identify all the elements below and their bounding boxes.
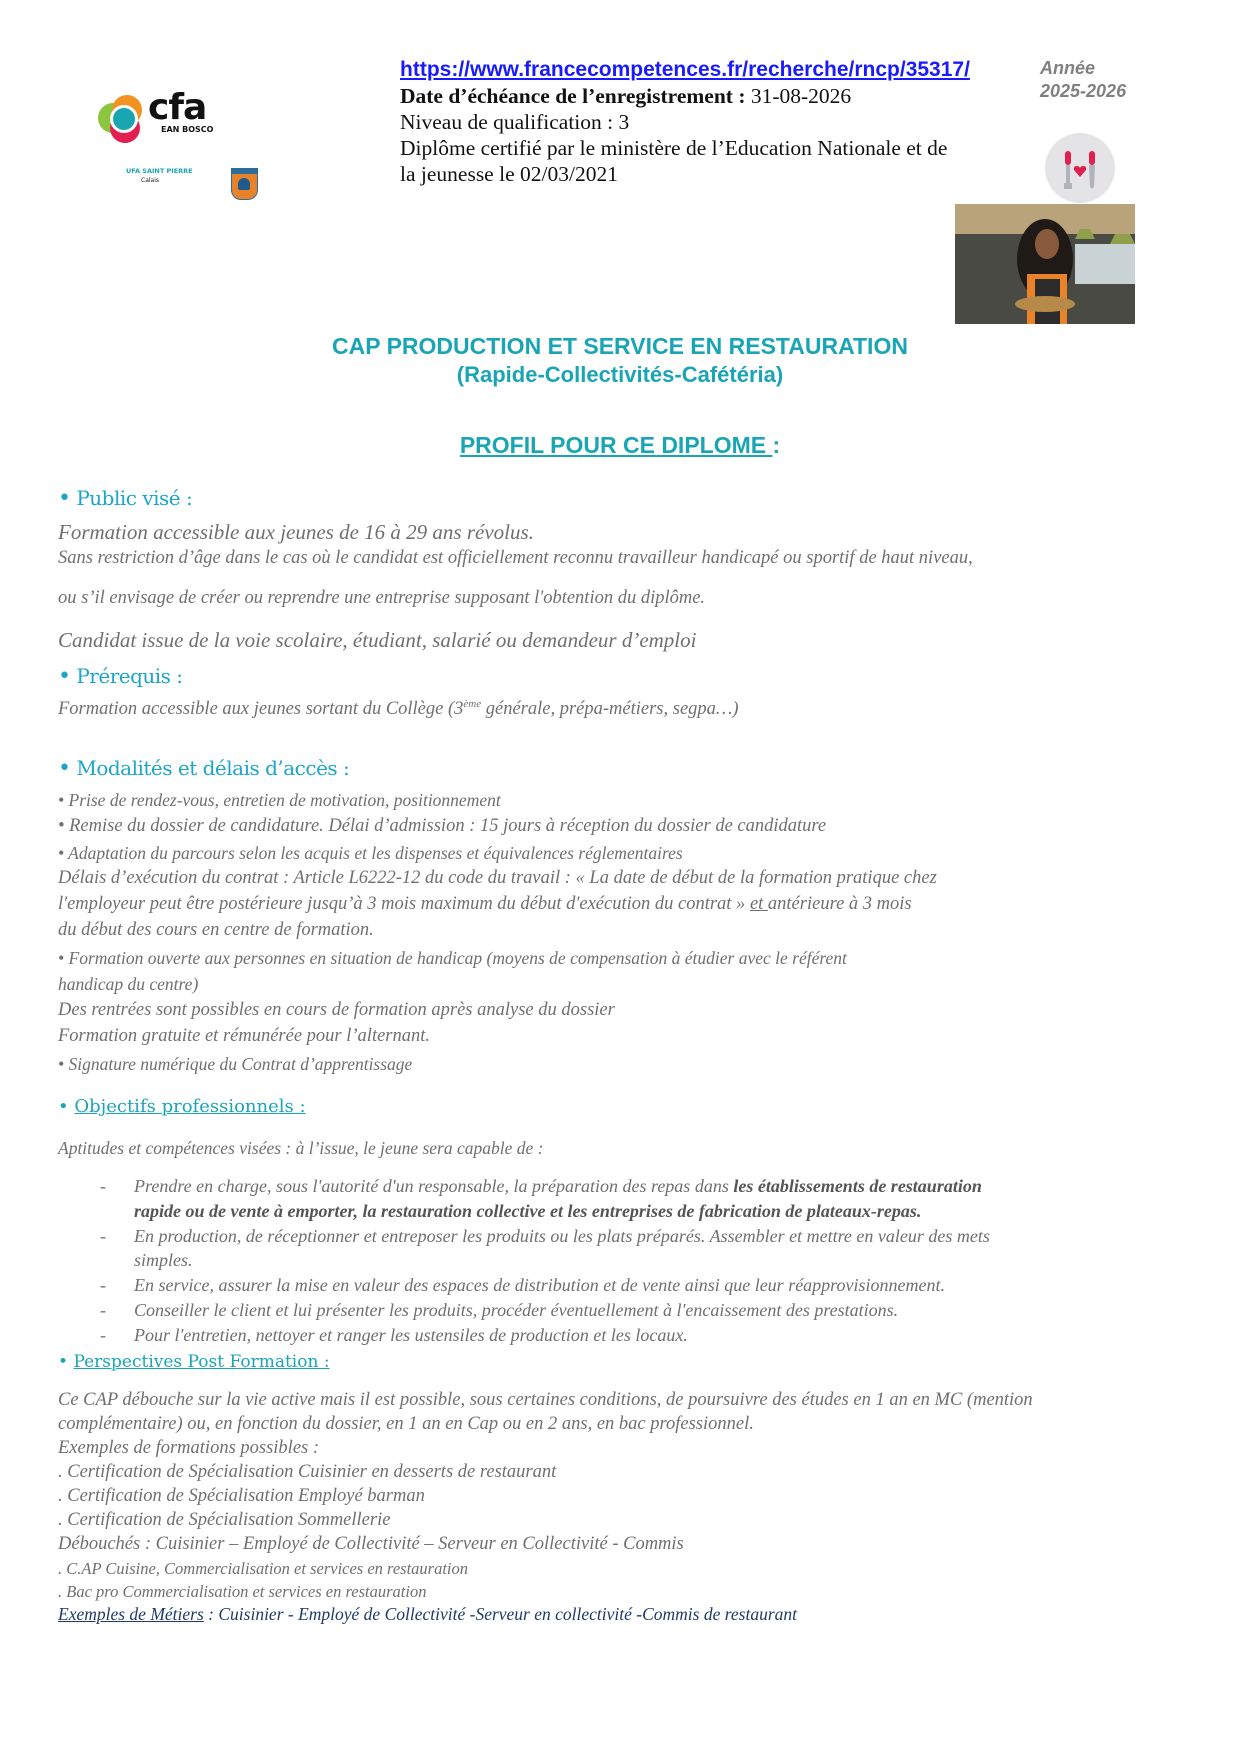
list-dash: - — [100, 1226, 106, 1246]
jobs-examples: Exemples de Métiers : Cuisinier - Employé de Collectivité -Serveur en collectivité -Commis de restaurant — [58, 1604, 798, 1624]
perspectives-line-2: complémentaire) ou, en fonction du dossier, en 1 an en Cap ou en 2 ans, en bac professionnel. — [58, 1414, 754, 1434]
access-line-9: Des rentrées sont possibles en cours de formation après analyse du dossier — [58, 1000, 615, 1020]
waitress-photo — [955, 204, 1135, 324]
access-line-10: Formation gratuite et rémunérée pour l’alternant. — [58, 1026, 431, 1046]
deadline-value: 31-08-2026 — [745, 84, 852, 108]
certified-line-2: la jeunesse le 02/03/2021 — [400, 162, 618, 186]
public-line-2: Sans restriction d’âge dans le cas où le candidat est officiellement reconnu travailleur handicapé ou sportif de haut niveau, — [58, 548, 973, 568]
diploma-subtitle: (Rapide-Collectivités-Cafétéria) — [456, 362, 784, 387]
diploma-title: CAP PRODUCTION ET SERVICE EN RESTAURATION — [332, 333, 908, 359]
objective-item-2: En production, de réceptionner et entreposer les produits ou les plats préparés. Assembler et mettre en valeur des mets — [134, 1226, 990, 1246]
perspectives-line-4: . Certification de Spécialisation Cuisinier en desserts de restaurant — [58, 1462, 557, 1482]
objectives-intro: Aptitudes et compétences visées : à l’issue, le jeune sera capable de : — [58, 1138, 544, 1158]
logo-brand-sub: EAN BOSCO — [161, 125, 214, 134]
perspectives-line-3: Exemples de formations possibles : — [58, 1438, 320, 1458]
public-line-3: ou s’il envisage de créer ou reprendre une entreprise supposant l'obtention du diplôme. — [58, 588, 706, 608]
logo-brand: cfa — [148, 87, 207, 128]
cfa-jean-bosco-logo — [98, 87, 268, 205]
access-line-1: • Prise de rendez-vous, entretien de motivation, positionnement — [58, 790, 501, 810]
deadline-label: Date d’échéance de l’enregistrement : — [400, 84, 746, 108]
access-line-7: • Formation ouverte aux personnes en situation de handicap (moyens de compensation à étudier avec le référent — [58, 948, 847, 968]
qualification-level: Niveau de qualification : 3 — [400, 110, 630, 134]
logo-circles-icon — [98, 95, 150, 147]
section-prereq-heading: • Prérequis : — [58, 664, 183, 689]
list-dash: - — [100, 1325, 106, 1345]
perspectives-line-7: Débouchés : Cuisinier – Employé de Collectivité – Serveur en Collectivité - Commis — [58, 1534, 684, 1554]
section-public-heading: • Public visé : — [58, 486, 193, 511]
list-dash: - — [100, 1275, 106, 1295]
perspectives-line-5: . Certification de Spécialisation Employé barman — [58, 1486, 425, 1506]
year-label: Année — [1040, 58, 1096, 78]
section-objectives-heading: • Objectifs professionnels : — [58, 1096, 306, 1117]
certified-line-1: Diplôme certifié par le ministère de l’Education Nationale et de — [400, 136, 948, 160]
header-info — [400, 56, 1020, 187]
section-perspectives-heading: • Perspectives Post Formation : — [58, 1352, 330, 1372]
objective-item-2-cont: simples. — [134, 1250, 193, 1270]
profile-heading: PROFIL POUR CE DIPLOME : — [459, 432, 781, 458]
objective-item-4: Conseiller le client et lui présenter les produits, procéder éventuellement à l'encaissement des prestations. — [134, 1300, 899, 1320]
logo-unit: UFA SAINT PIERRE — [126, 167, 193, 175]
list-dash: - — [100, 1300, 106, 1320]
perspectives-line-9: . Bac pro Commercialisation et services en restauration — [58, 1582, 427, 1601]
school-year — [1040, 57, 1126, 103]
deadline-line — [400, 83, 1020, 109]
section-access-heading: • Modalités et délais d’accès : — [58, 756, 350, 781]
objective-item-1-cont: rapide ou de vente à emporter, la restauration collective et les entreprises de fabrication de plateaux-repas. — [134, 1201, 922, 1221]
objective-item-3: En service, assurer la mise en valeur des espaces de distribution et de vente ainsi que leur réapprovisionnement. — [134, 1275, 945, 1295]
public-line-4: Candidat issue de la voie scolaire, étudiant, salarié ou demandeur d’emploi — [58, 628, 697, 652]
perspectives-line-8: . C.AP Cuisine, Commercialisation et services en restauration — [58, 1559, 469, 1578]
objective-item-1: Prendre en charge, sous l'autorité d'un responsable, la préparation des repas dans les établissements de restauration — [134, 1176, 982, 1196]
prereq-text: Formation accessible aux jeunes sortant du Collège (3ème générale, prépa-métiers, segpa…) — [58, 698, 739, 720]
access-line-4: Délais d’exécution du contrat : Article L6222-12 du code du travail : « La date de début de la formation pratique chez — [58, 868, 937, 888]
public-line-1: Formation accessible aux jeunes de 16 à 29 ans révolus. — [58, 520, 534, 544]
year-value: 2025-2026 — [1040, 81, 1127, 101]
access-line-6: du début des cours en centre de formation. — [58, 920, 374, 940]
crest-icon — [231, 168, 258, 200]
perspectives-line-1: Ce CAP débouche sur la vie active mais il est possible, sous certaines conditions, de poursuivre des études en 1 an en MC (mention — [58, 1390, 1033, 1410]
access-line-2: • Remise du dossier de candidature. Délai d’admission : 15 jours à réception du dossier de candidature — [58, 816, 827, 836]
access-line-3: • Adaptation du parcours selon les acquis et les dispenses et équivalences réglementaires — [58, 843, 683, 863]
jobs-label: Exemples de Métiers — [58, 1604, 204, 1624]
list-dash: - — [100, 1176, 106, 1196]
access-line-8: handicap du centre) — [58, 974, 199, 994]
logo-city: Calais — [141, 177, 160, 184]
perspectives-line-6: . Certification de Spécialisation Sommellerie — [58, 1510, 391, 1530]
rncp-link[interactable]: https://www.francecompetences.fr/recherche/rncp/35317/ — [400, 58, 970, 81]
objective-item-5: Pour l'entretien, nettoyer et ranger les ustensiles de production et les locaux. — [134, 1325, 688, 1345]
access-line-11: • Signature numérique du Contrat d’apprentissage — [58, 1054, 413, 1074]
cutlery-heart-icon — [1045, 133, 1115, 203]
access-line-5: l'employeur peut être postérieure jusqu’à 3 mois maximum du début d'exécution du contrat » et antérieure à 3 mois — [58, 894, 912, 914]
